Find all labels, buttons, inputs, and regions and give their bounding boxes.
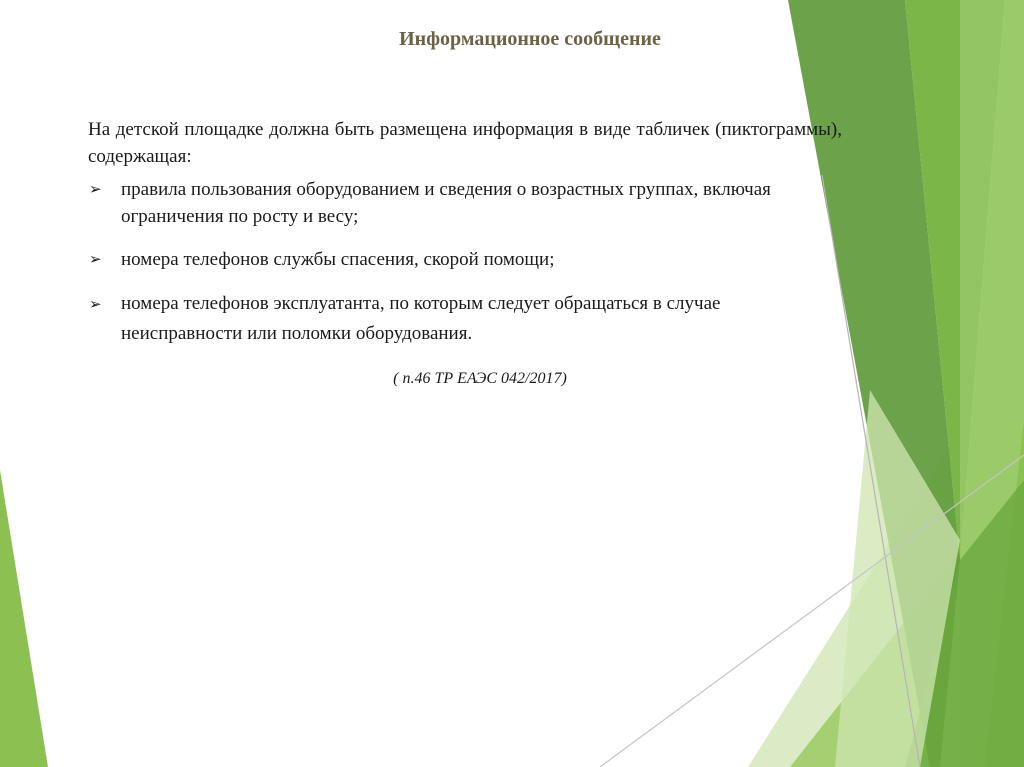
arrow-bullet-icon: ➢ xyxy=(89,180,102,198)
citation-text: ( п.46 ТР ЕАЭС 042/2017) xyxy=(393,370,567,387)
bullet-list xyxy=(88,176,842,349)
bullet-text: номера телефонов эксплуатанта, по которым следует обращаться в случае неисправности или поломки оборудования. xyxy=(121,293,721,344)
bullet-text: номера телефонов службы спасения, скорой помощи; xyxy=(121,249,555,270)
list-item xyxy=(88,246,842,273)
slide-content xyxy=(88,116,842,392)
list-item xyxy=(88,289,842,349)
arrow-bullet-icon: ➢ xyxy=(89,250,102,268)
slide-title: Информационное сообщение xyxy=(399,28,661,50)
bullet-text: правила пользования оборудованием и сведения о возрастных группах, включая ограничения по росту и весу; xyxy=(121,179,771,227)
left-green-sliver xyxy=(0,470,48,767)
intro-text: На детской площадке должна быть размещена информация в виде табличек (пиктограммы), содержащая: xyxy=(88,119,842,167)
arrow-bullet-icon: ➢ xyxy=(89,295,102,313)
list-item xyxy=(88,176,842,230)
